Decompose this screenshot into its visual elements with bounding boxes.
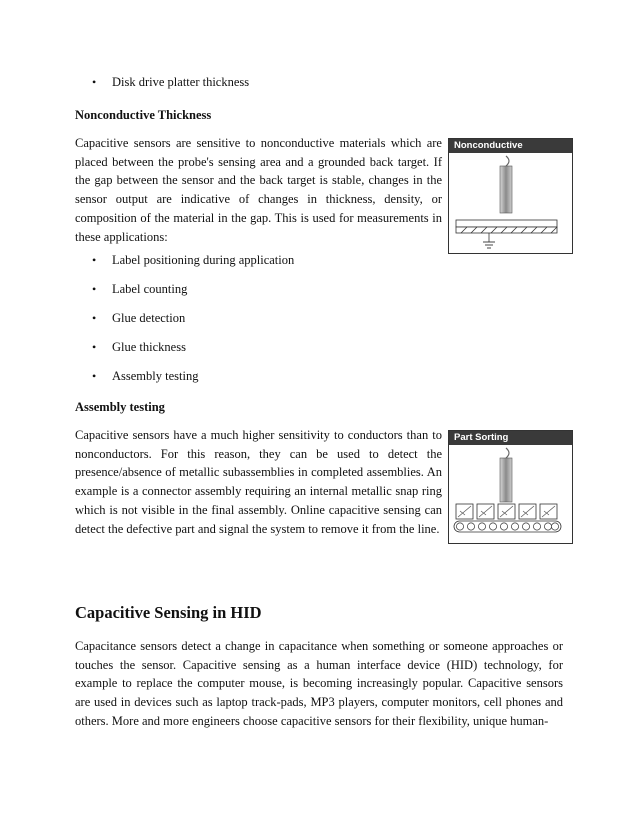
hid-paragraph: Capacitance sensors detect a change in capacitance when something or someone approaches or touches the sensor. Capacitive sensing as a human interface device (HID) technology, for example to replace the computer mouse, is becoming increasingly popular. Capacitive sensors are used in devices such as laptop track-pads, MP3 players, computer monitors, cell phones and others. More and more engineers choose capacitive sensors for their flexibility, unique human-	[75, 639, 563, 728]
nonconductive-figure	[448, 138, 573, 254]
assembly-paragraph: Capacitive sensors have a much higher sensitivity to conductors than to nonconductors. For this reason, they can be used to detect the presence/absence of metallic subassemblies in completed assemblies. An example is a connector assembly requiring an internal metallic snap ring which is not visible in the final assembly. Online capacitive sensing can detect the defective part and signal the system to remove it from the line.	[75, 428, 442, 536]
bullet-icon: •	[92, 340, 97, 354]
bullet-icon: •	[92, 311, 97, 325]
part-sorting-diagram	[449, 445, 572, 542]
nonconductive-paragraph: Capacitive sensors are sensitive to nonconductive materials which are placed between the probe's sensing area and a grounded back target. If the gap between the sensor and the back target is stable, changes in the sensor output are indicative of changes in thickness, density, or composition of the material in the gap. This is used for measurements in these applications:	[75, 136, 442, 244]
nonconductive-diagram	[449, 153, 572, 252]
figure-title: Part Sorting	[449, 431, 572, 445]
section-heading-nonconductive: Nonconductive Thickness	[75, 108, 212, 122]
bullet-icon: •	[92, 253, 97, 267]
figure-title: Nonconductive	[449, 139, 572, 153]
section-heading-assembly: Assembly testing	[75, 400, 165, 414]
section-heading-hid: Capacitive Sensing in HID	[75, 603, 262, 622]
bullet-icon: •	[92, 75, 97, 89]
bullet-icon: •	[92, 282, 97, 296]
document-page: • Disk drive platter thickness Nonconductive Thickness Capacitive sensors are sensitive to nonconductive materials which are placed between the probe's sensing area and a grounded back target. If the gap between the sensor and the back target is stable, changes in the sensor output are indicative of changes in thickness, density, or composition of the material in the gap. This is used for measurements in these applications: Nonconductive • Label positioning during application • Label counting • Glue detection • Glue thickness • Assembly testing Assembly testing Capacitive sensors have a much higher sensitivity to conductors than to nonconductors. For this reason, they can be used to detect the presence/absence of metallic subassemblies in completed assemblies. An example is a connector assembly requiring an internal metallic snap ring which is not visible in the final assembly. Online capacitive sensing can detect the defective part and signal the system to remove it from the line. Part Sorting Capacitive Sensing in HID Capacitance sensors detect a change in capacitance when something or someone approaches or touches the sensor. Capacitive sensing as a human interface device (HID) technology, for example to replace the computer mouse, is becoming increasingly popular. Capacitive sensors are used in devices such as laptop track-pads, MP3 players, computer monitors, cell phones and others. More and more engineers choose capacitive sensors for their flexibility, unique human-	[0, 0, 638, 826]
part-sorting-figure	[448, 430, 573, 544]
bullet-icon: •	[92, 369, 97, 383]
